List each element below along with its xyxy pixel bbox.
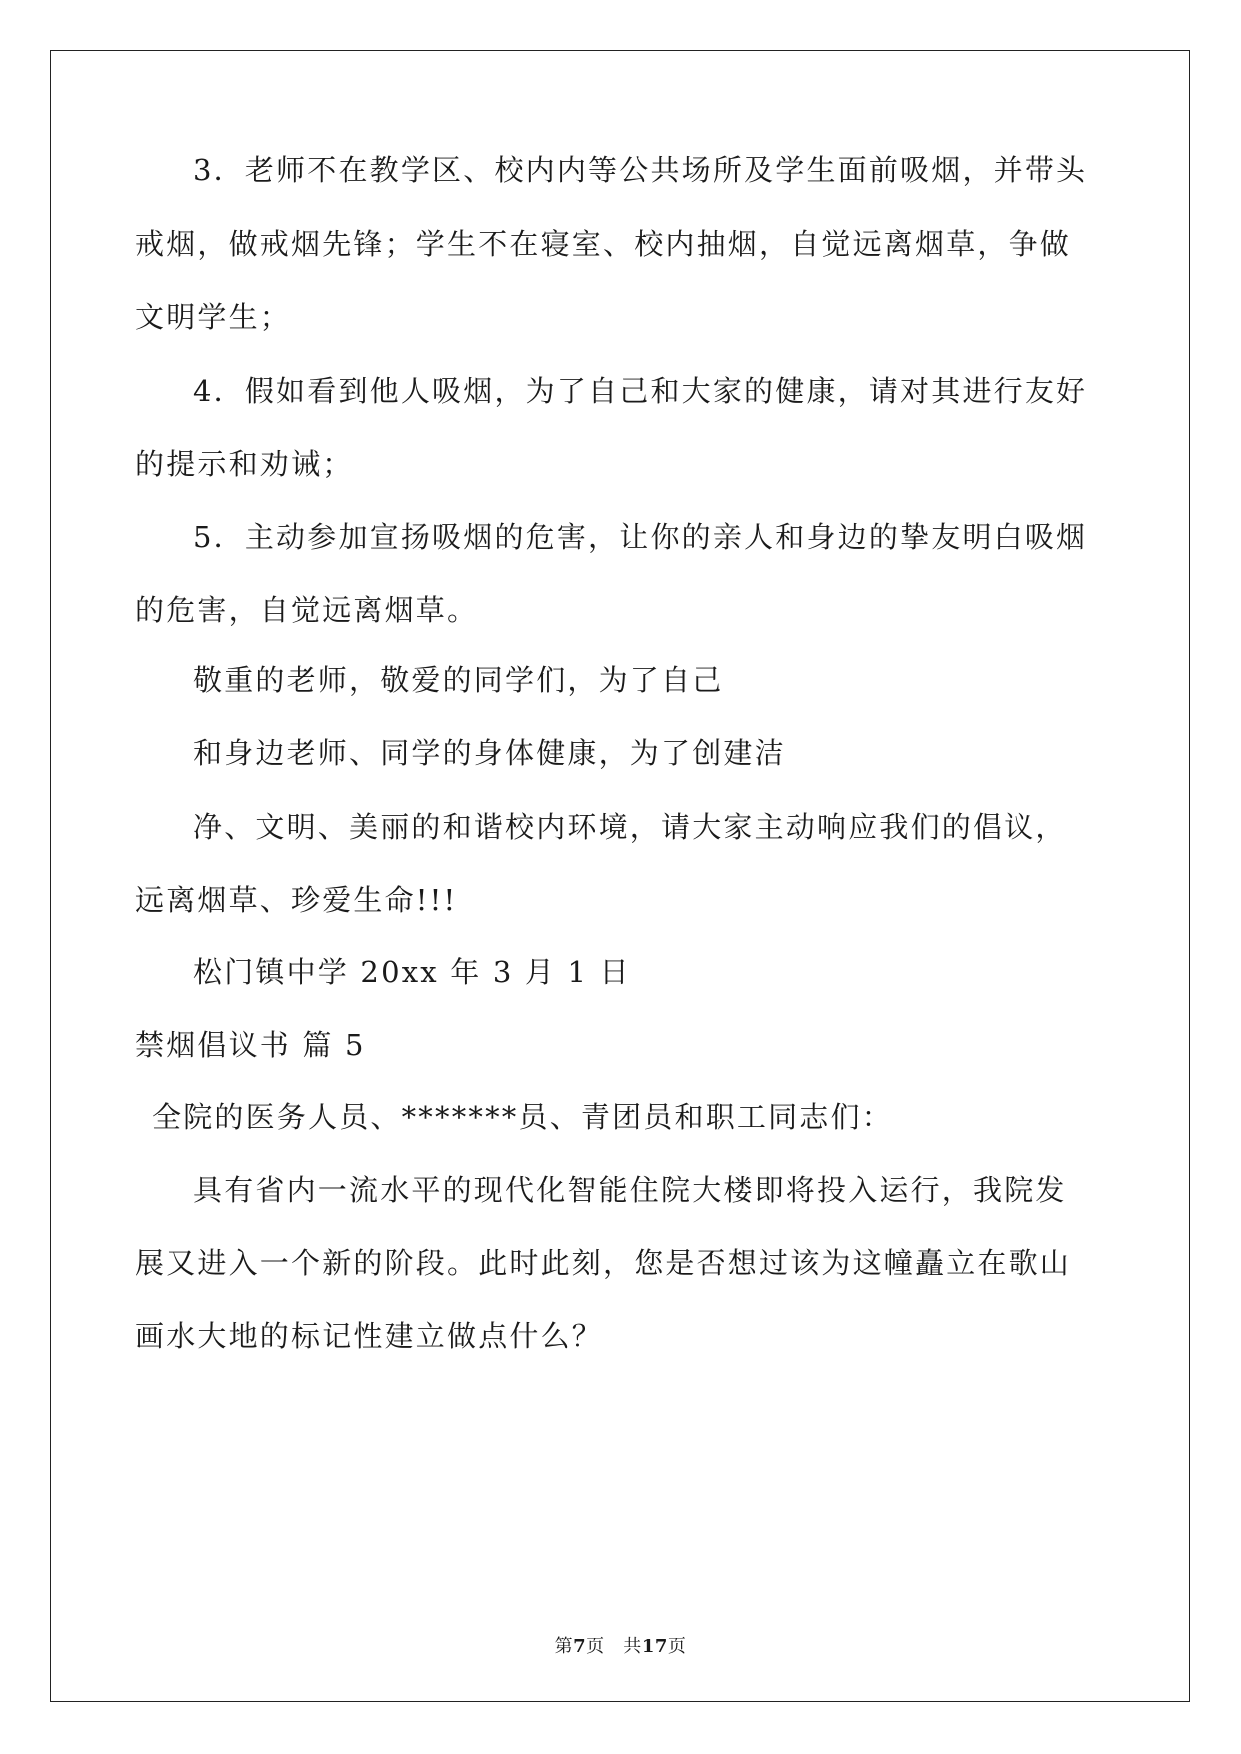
footer-suffix: 页 [667,1636,687,1657]
paragraph-line: 远离烟草、珍爱生命!!! [135,883,458,917]
paragraph-line: 的提示和劝诫； [135,447,354,481]
paragraph-line: 展又进入一个新的阶段。此时此刻，您是否想过该为这幢矗立在歌山 [135,1246,1072,1280]
footer-prefix: 第 [554,1636,574,1657]
paragraph-line: 具有省内一流水平的现代化智能住院大楼即将投入运行，我院发 [193,1173,1067,1207]
paragraph-line: 5．主动参加宣扬吸烟的危害，让你的亲人和身边的挚友明白吸烟 [193,520,1088,554]
section-heading: 禁烟倡议书 篇 5 [135,1028,366,1062]
salutation: 全院的医务人员、*******员、青团员和职工同志们： [152,1100,893,1134]
signature-line: 松门镇中学 20xx 年 3 月 1 日 [193,955,631,989]
paragraph-line: 3．老师不在教学区、校内内等公共场所及学生面前吸烟，并带头 [193,153,1088,187]
paragraph-line: 文明学生； [135,300,292,334]
paragraph-line: 4．假如看到他人吸烟，为了自己和大家的健康，请对其进行友好 [193,374,1088,408]
footer-middle: 页 共 [586,1636,642,1657]
page-footer [0,1636,1241,1658]
paragraph-line: 净、文明、美丽的和谐校内环境，请大家主动响应我们的倡议， [193,810,1067,844]
paragraph-line: 的危害，自觉远离烟草。 [135,593,479,627]
paragraph-line: 敬重的老师，敬爱的同学们，为了自己 [193,663,724,697]
paragraph-line: 和身边老师、同学的身体健康，为了创建洁 [193,736,786,770]
current-page-number: 7 [573,1636,587,1657]
paragraph-line: 戒烟，做戒烟先锋；学生不在寝室、校内抽烟，自觉远离烟草，争做 [135,227,1072,261]
total-pages-number: 17 [641,1636,668,1657]
paragraph-line: 画水大地的标记性建立做点什么？ [135,1319,604,1353]
